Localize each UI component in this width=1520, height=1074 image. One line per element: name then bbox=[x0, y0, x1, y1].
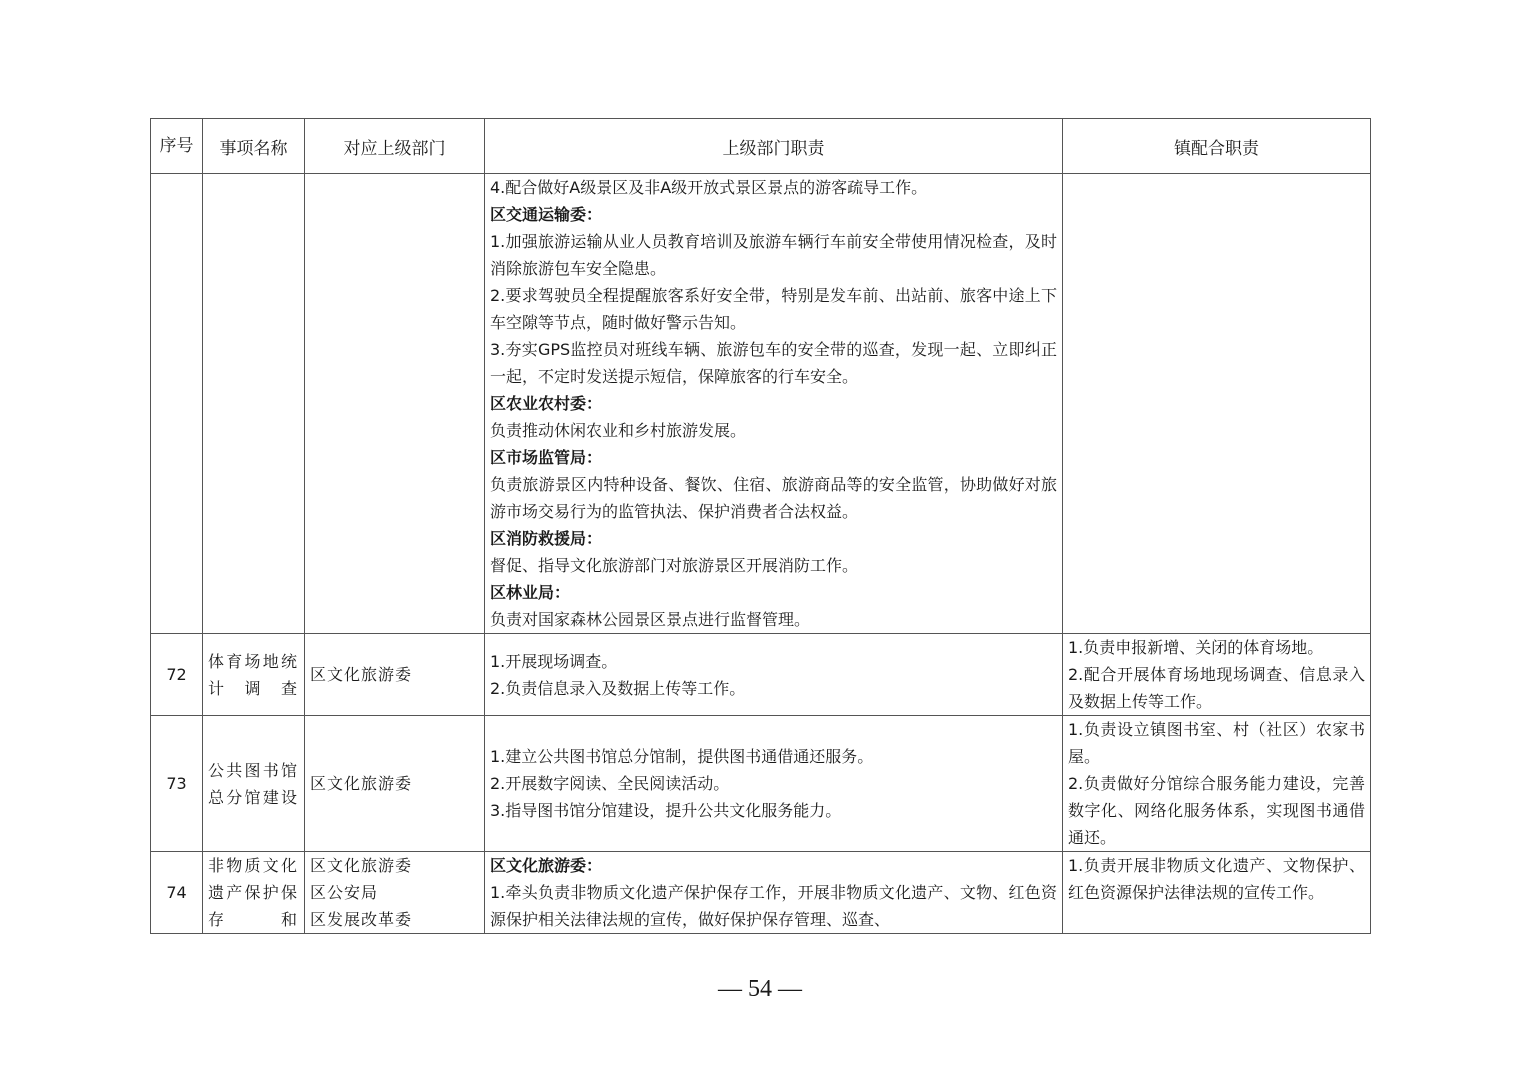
table-row bbox=[151, 716, 1371, 852]
table-row bbox=[151, 634, 1371, 716]
town-line: 1.负责开展非物质文化遗产、文物保护、红色资源保护法律法规的宣传工作。 bbox=[1068, 856, 1365, 902]
duty-line: 1.加强旅游运输从业人员教育培训及旅游车辆行车前安全带使用情况检查，及时消除旅游包车安全隐患。 bbox=[490, 232, 1057, 278]
row-duty bbox=[485, 716, 1063, 852]
row-town bbox=[1063, 852, 1371, 934]
duty-dept-heading: 区交通运输委： bbox=[490, 205, 603, 224]
duty-line: 1.建立公共图书馆总分馆制，提供图书通借通还服务。 bbox=[490, 747, 874, 766]
duty-line: 督促、指导文化旅游部门对旅游景区开展消防工作。 bbox=[490, 556, 859, 575]
page-number: — 54 — bbox=[718, 976, 802, 1002]
row-name: 体育场地统计调查 bbox=[203, 634, 305, 716]
header-town: 镇配合职责 bbox=[1063, 119, 1371, 174]
table-row bbox=[151, 174, 1371, 634]
duty-dept-heading: 区农业农村委： bbox=[490, 394, 603, 413]
row-town bbox=[1063, 174, 1371, 634]
row-duty bbox=[485, 852, 1063, 934]
dept-line: 区公安局 bbox=[310, 883, 379, 902]
row-no: 73 bbox=[151, 716, 203, 852]
duties-table bbox=[150, 118, 1371, 934]
duty-line: 4.配合做好A级景区及非A级开放式景区景点的游客疏导工作。 bbox=[490, 178, 928, 197]
town-line: 1.负责设立镇图书室、村（社区）农家书屋。 bbox=[1068, 720, 1365, 766]
row-dept bbox=[305, 852, 485, 934]
row-name: 公共图书馆总分馆建设 bbox=[203, 716, 305, 852]
duty-dept-heading: 区林业局： bbox=[490, 583, 571, 602]
duty-line: 负责对国家森林公园景区景点进行监督管理。 bbox=[490, 610, 811, 629]
duty-dept-heading: 区市场监管局： bbox=[490, 448, 603, 467]
row-no bbox=[151, 174, 203, 634]
row-duty bbox=[485, 174, 1063, 634]
duty-line: 负责推动休闲农业和乡村旅游发展。 bbox=[490, 421, 747, 440]
duty-dept-heading: 区文化旅游委： bbox=[490, 856, 603, 875]
row-no: 72 bbox=[151, 634, 203, 716]
table-header-row bbox=[151, 119, 1371, 174]
table-row bbox=[151, 852, 1371, 934]
header-duty: 上级部门职责 bbox=[485, 119, 1063, 174]
duty-line: 1.开展现场调查。 bbox=[490, 651, 618, 671]
row-dept: 区文化旅游委 bbox=[305, 716, 485, 852]
header-no: 序号 bbox=[151, 119, 203, 174]
row-name bbox=[203, 174, 305, 634]
duty-line: 1.牵头负责非物质文化遗产保护保存工作，开展非物质文化遗产、文物、红色资源保护相关法律法规的宣传，做好保护保存管理、巡查、 bbox=[490, 883, 1057, 929]
row-duty bbox=[485, 634, 1063, 716]
town-line: 2.负责做好分馆综合服务能力建设，完善数字化、网络化服务体系，实现图书通借通还。 bbox=[1068, 774, 1365, 847]
header-name: 事项名称 bbox=[203, 119, 305, 174]
duty-line: 2.要求驾驶员全程提醒旅客系好安全带，特别是发车前、出站前、旅客中途上下车空隙等节点，随时做好警示告知。 bbox=[490, 286, 1057, 332]
row-dept: 区文化旅游委 bbox=[305, 634, 485, 716]
town-line: 1.负责申报新增、关闭的体育场地。 bbox=[1068, 638, 1324, 657]
duty-line: 2.开展数字阅读、全民阅读活动。 bbox=[490, 774, 730, 793]
row-town bbox=[1063, 634, 1371, 716]
duty-dept-heading: 区消防救援局： bbox=[490, 529, 603, 548]
duty-line: 3.夯实GPS监控员对班线车辆、旅游包车的安全带的巡查，发现一起、立即纠正一起，不定时发送提示短信，保障旅客的行车安全。 bbox=[490, 340, 1057, 386]
row-town bbox=[1063, 716, 1371, 852]
row-dept bbox=[305, 174, 485, 634]
header-dept: 对应上级部门 bbox=[305, 119, 485, 174]
dept-line: 区发展改革委 bbox=[310, 910, 413, 929]
duty-line: 负责旅游景区内特种设备、餐饮、住宿、旅游商品等的安全监管，协助做好对旅游市场交易行为的监管执法、保护消费者合法权益。 bbox=[490, 475, 1057, 521]
row-name: 非物质文化遗产保护保存和 bbox=[203, 852, 305, 934]
duty-line: 3.指导图书馆分馆建设，提升公共文化服务能力。 bbox=[490, 801, 842, 820]
row-no: 74 bbox=[151, 852, 203, 934]
town-line: 2.配合开展体育场地现场调查、信息录入及数据上传等工作。 bbox=[1068, 665, 1365, 711]
duty-line: 2.负责信息录入及数据上传等工作。 bbox=[490, 678, 746, 698]
dept-line: 区文化旅游委 bbox=[310, 856, 413, 875]
